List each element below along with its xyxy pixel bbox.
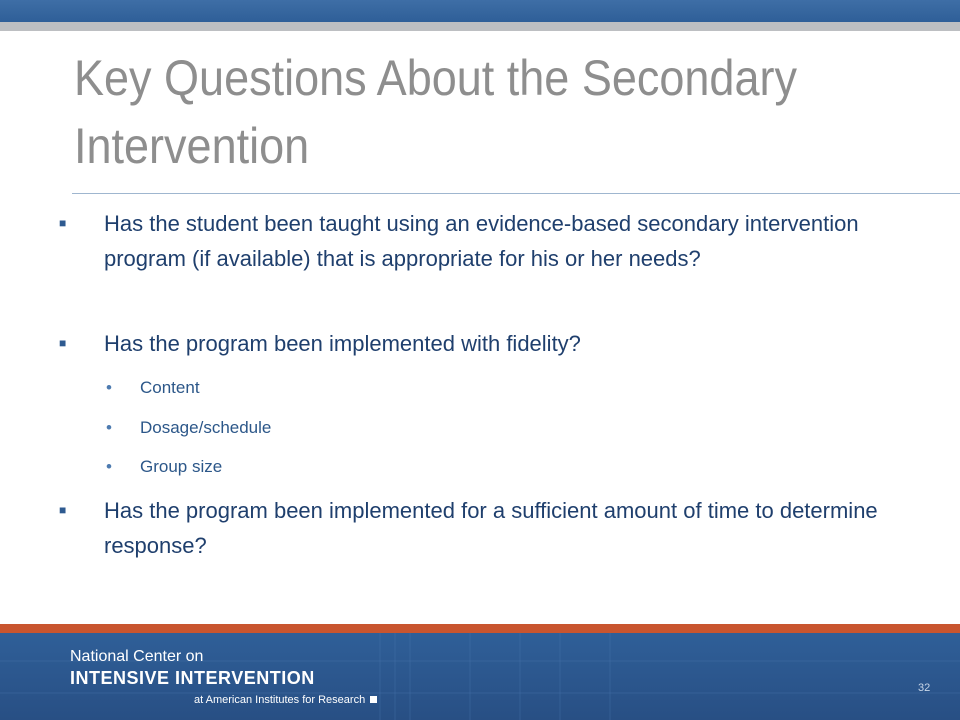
square-icon bbox=[370, 696, 377, 703]
sub-bullet-text: Content bbox=[140, 378, 200, 397]
logo-tagline: at American Institutes for Research bbox=[194, 694, 366, 706]
title-divider bbox=[72, 193, 960, 194]
logo-line-1: National Center on bbox=[70, 648, 204, 665]
org-logo bbox=[70, 647, 377, 709]
dot-bullet-icon: • bbox=[106, 457, 112, 476]
top-gray-rule bbox=[0, 22, 960, 31]
bullet-text: Has the program been implemented for a sufficient amount of time to determine response? bbox=[104, 498, 878, 558]
sub-bullet-item bbox=[106, 455, 223, 479]
sub-bullet-text: Group size bbox=[140, 457, 223, 476]
bullet-text: Has the program been implemented with fidelity? bbox=[104, 331, 581, 356]
slide-title: Key Questions About the Secondary Intervention bbox=[74, 50, 797, 174]
page-number: 32 bbox=[918, 682, 931, 694]
bullet-item bbox=[59, 493, 944, 563]
logo-line-2: INTENSIVE INTERVENTION bbox=[70, 668, 315, 688]
square-bullet-icon: ■ bbox=[59, 216, 67, 230]
logo-line-3 bbox=[70, 691, 377, 709]
sub-bullet-item bbox=[106, 416, 272, 440]
bullet-item bbox=[59, 326, 944, 361]
footer-orange-rule bbox=[0, 624, 960, 633]
bullet-text: Has the student been taught using an evidence-based secondary intervention program (if available) that is appropriate for his or her needs? bbox=[104, 211, 859, 271]
footer-band bbox=[0, 633, 960, 720]
square-bullet-icon: ■ bbox=[59, 336, 67, 350]
dot-bullet-icon: • bbox=[106, 418, 112, 437]
bullet-item bbox=[59, 206, 944, 276]
square-bullet-icon: ■ bbox=[59, 503, 67, 517]
top-banner bbox=[0, 0, 960, 22]
sub-bullet-item bbox=[106, 376, 200, 400]
dot-bullet-icon: • bbox=[106, 378, 112, 397]
sub-bullet-text: Dosage/schedule bbox=[140, 418, 272, 437]
